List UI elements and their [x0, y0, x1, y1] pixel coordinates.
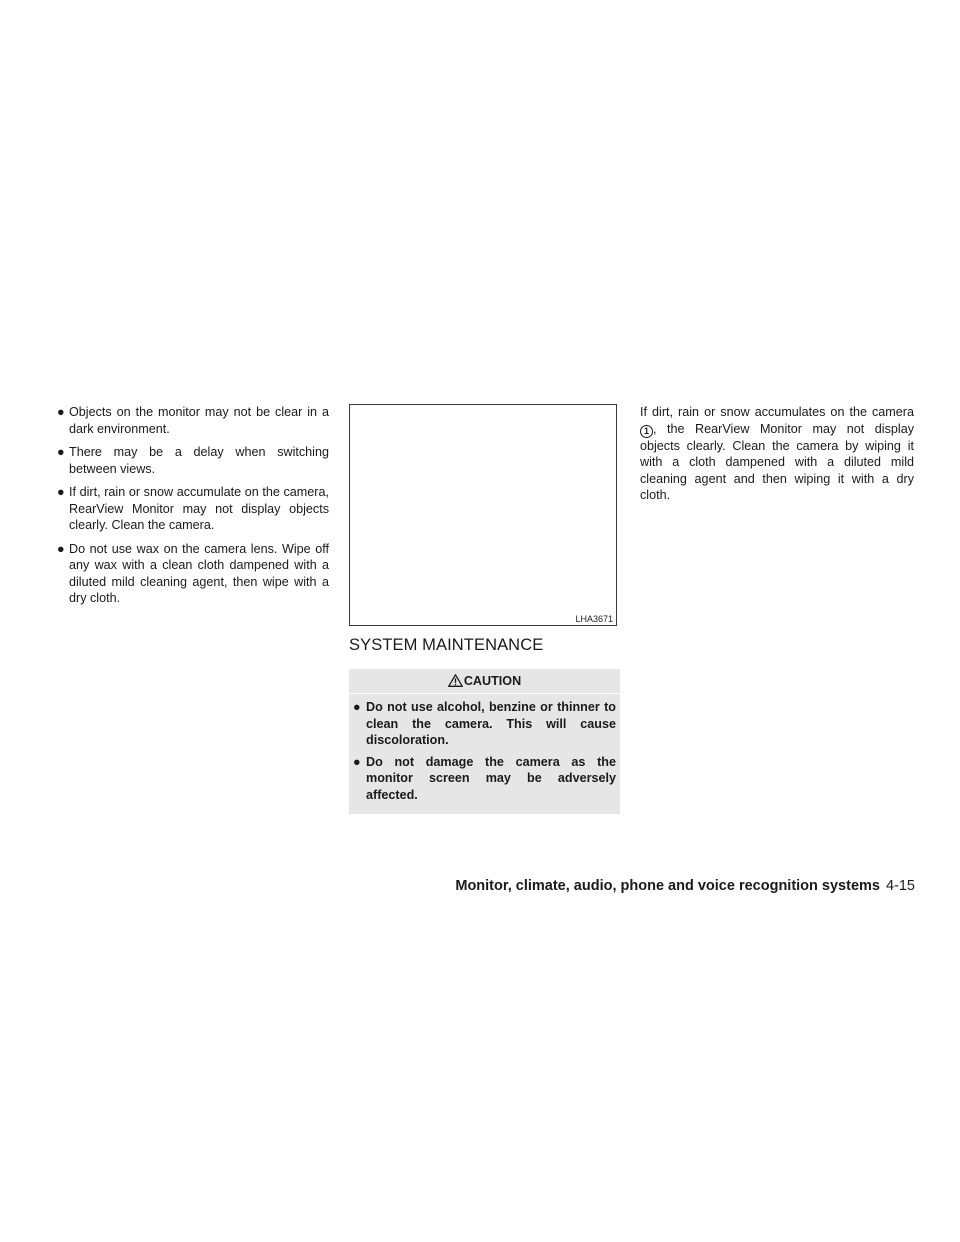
- maintenance-paragraph: If dirt, rain or snow accumulates on the camera 1 , the RearView Monitor may not display objects clearly. Clean the camera by wiping it with a cloth dampened with a diluted mild cleaning agent and then wiping it with a dry cloth.: [640, 405, 914, 502]
- middle-column: [349, 404, 620, 814]
- figure-code: LHA3671: [575, 614, 613, 624]
- list-item: ● Do not use alcohol, benzine or thinner to clean the camera. This will cause discoloration.: [353, 700, 616, 747]
- callout-number-icon: 1: [640, 425, 653, 438]
- list-item: ● Do not damage the camera as the monitor screen may be adversely affected.: [353, 754, 616, 802]
- bullet-icon: ●: [57, 485, 65, 499]
- precaution-list: [57, 404, 329, 607]
- warning-triangle-icon: [448, 674, 463, 687]
- bullet-icon: ●: [57, 541, 65, 556]
- caution-box: [349, 669, 620, 814]
- list-item: ● If dirt, rain or snow accumulate on the camera, RearView Monitor may not display objects clearly. Clean the camera.: [57, 485, 329, 532]
- bullet-icon: ●: [353, 700, 361, 714]
- page-number: 4-15: [885, 878, 915, 894]
- left-column: [57, 404, 329, 614]
- bullet-icon: ●: [57, 405, 65, 419]
- chapter-title: Monitor, climate, audio, phone and voice recognition systems: [455, 878, 880, 894]
- section-title: SYSTEM MAINTENANCE: [349, 636, 544, 654]
- caution-list: [349, 694, 620, 803]
- camera-figure: [349, 404, 617, 626]
- list-item: ● There may be a delay when switching between views.: [57, 445, 329, 476]
- caution-heading: CAUTION: [349, 669, 620, 694]
- right-column: [640, 404, 914, 504]
- bullet-icon: ●: [353, 754, 361, 769]
- list-item: ● Objects on the monitor may not be clear in a dark environment.: [57, 405, 329, 436]
- bullet-icon: ●: [57, 445, 65, 459]
- page-footer: [455, 876, 915, 896]
- list-item: ● Do not use wax on the camera lens. Wipe off any wax with a clean cloth dampened with a diluted mild cleaning agent, then wipe with a dry cloth.: [57, 541, 329, 605]
